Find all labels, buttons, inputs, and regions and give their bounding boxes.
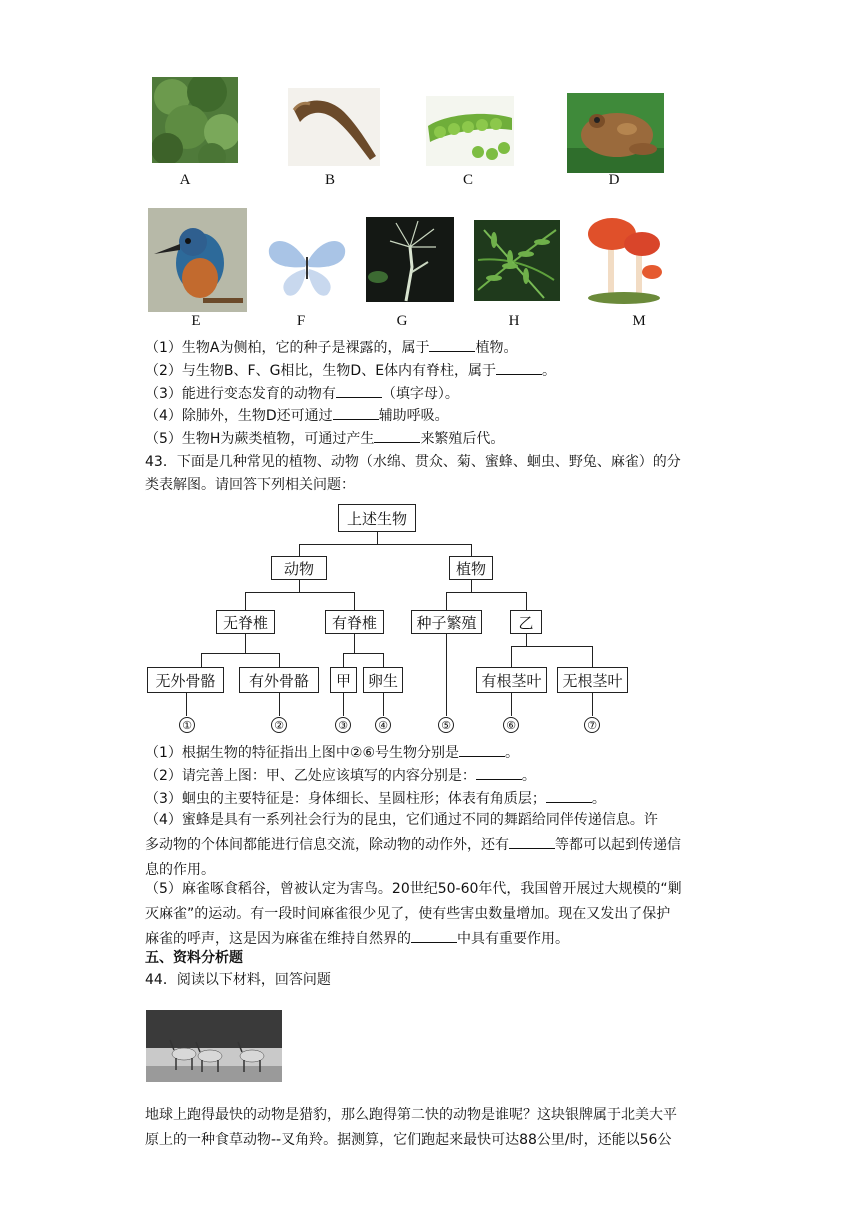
- cypress-tree-photo: [152, 77, 238, 163]
- fern-photo: [474, 220, 560, 301]
- tree-node-no-exoskeleton: 无外骨骼: [147, 667, 224, 693]
- image-label-g: G: [396, 313, 408, 329]
- image-label-d: D: [608, 172, 620, 188]
- section-heading: 五、资料分析题: [145, 950, 243, 966]
- pronghorn-antelope-photo: [146, 1010, 282, 1082]
- q43-item-2: （2）请完善上图：甲、乙处应该填写的内容分别是： 。: [145, 768, 536, 784]
- q43-item-1: （1）根据生物的特征指出上图中②⑥号生物分别是 。: [145, 745, 520, 761]
- tree-node-has-exoskeleton: 有外骨骼: [239, 667, 319, 693]
- tree-node-seed-reproduction: 种子繁殖: [411, 610, 482, 634]
- q42-item-4: （4）除肺外，生物D还可通过 辅助呼吸。: [145, 408, 449, 424]
- earthworm-photo: [288, 88, 380, 166]
- q43-item-3: （3）蛔虫的主要特征是：身体细长、呈圆柱形；体表有角质层； 。: [145, 791, 606, 807]
- answer-blank[interactable]: [476, 766, 522, 780]
- q43-item-4: （4）蜜蜂是具有一系列社会行为的昆虫，它们通过不同的舞蹈给同伴传递信息。许 多动物的个体间都能进行信息交流，除动物的动作外，还有 等都可以起到传递信 息的作用。: [145, 812, 681, 878]
- q42-item-2: （2）与生物B、F、G相比，生物D、E体内有脊柱，属于 。: [145, 363, 557, 379]
- image-label-m: M: [632, 313, 646, 329]
- tree-node-has-root-stem-leaf: 有根茎叶: [476, 667, 547, 693]
- image-label-c: C: [462, 172, 473, 188]
- answer-blank[interactable]: [546, 789, 592, 803]
- tree-node-yi: 乙: [510, 610, 542, 634]
- frog-photo: [567, 93, 664, 173]
- tree-node-jia: 甲: [330, 667, 357, 693]
- butterfly-photo: [265, 229, 349, 301]
- image-label-h: H: [508, 313, 520, 329]
- q44-material-paragraph: 地球上跑得最快的动物是猎豹，那么跑得第二快的动物是谁呢？这块银牌属于北美大平 原上的一种食草动物--叉角羚。据测算，它们跑起来最快可达88公里/时，还能以56公: [145, 1107, 677, 1148]
- answer-blank[interactable]: [374, 429, 420, 443]
- mushroom-photo: [584, 208, 664, 306]
- answer-blank[interactable]: [411, 929, 457, 943]
- tree-leaf-number-2: ②: [271, 717, 287, 733]
- tree-node-vertebrate: 有脊椎: [325, 610, 384, 634]
- answer-blank[interactable]: [429, 338, 475, 352]
- tree-node-no-root-stem-leaf: 无根茎叶: [557, 667, 628, 693]
- image-label-f: F: [296, 313, 306, 329]
- tree-node-animal: 动物: [271, 556, 327, 580]
- q44-title: 44．阅读以下材料，回答问题: [145, 972, 331, 988]
- answer-blank[interactable]: [496, 361, 542, 375]
- answer-blank[interactable]: [459, 743, 505, 757]
- tree-leaf-number-1: ①: [179, 717, 195, 733]
- tree-leaf-number-6: ⑥: [503, 717, 519, 733]
- image-label-e: E: [191, 313, 201, 329]
- answer-blank[interactable]: [509, 835, 555, 849]
- q42-item-5: （5）生物H为蕨类植物，可通过产生 来繁殖后代。: [145, 431, 505, 447]
- q43-intro-line-2: 类表解图。请回答下列相关问题：: [145, 477, 355, 493]
- tree-node-root: 上述生物: [338, 504, 416, 532]
- tree-leaf-number-5: ⑤: [438, 717, 454, 733]
- q42-item-1: （1）生物A为侧柏，它的种子是裸露的，属于 植物。: [145, 340, 518, 356]
- image-label-b: B: [324, 172, 335, 188]
- q43-item-5: （5）麻雀啄食稻谷，曾被认定为害鸟。20世纪50-60年代，我国曾开展过大规模的“剿 灭麻雀”的运动。有一段时间麻雀很少见了，使有些害虫数量增加。现在又发出了保护 麻雀的呼声，这是因为麻雀在维持自然界的 中具有重要作用。: [145, 881, 682, 947]
- image-label-a: A: [179, 172, 191, 188]
- pea-pods-photo: [426, 96, 514, 166]
- tree-node-invertebrate: 无脊椎: [216, 610, 275, 634]
- q42-item-3: （3）能进行变态发育的动物有 （填字母）。: [145, 386, 459, 402]
- tree-leaf-number-4: ④: [375, 717, 391, 733]
- kingfisher-bird-photo: [148, 208, 247, 312]
- answer-blank[interactable]: [336, 384, 382, 398]
- hydra-photo: [366, 217, 454, 302]
- tree-leaf-number-7: ⑦: [584, 717, 600, 733]
- answer-blank[interactable]: [333, 406, 379, 420]
- tree-node-oviparous: 卵生: [363, 667, 403, 693]
- q43-intro-line-1: 43．下面是几种常见的植物、动物（水绵、贯众、菊、蜜蜂、蛔虫、野兔、麻雀）的分: [145, 454, 681, 470]
- tree-node-plant: 植物: [449, 556, 493, 580]
- tree-leaf-number-3: ③: [335, 717, 351, 733]
